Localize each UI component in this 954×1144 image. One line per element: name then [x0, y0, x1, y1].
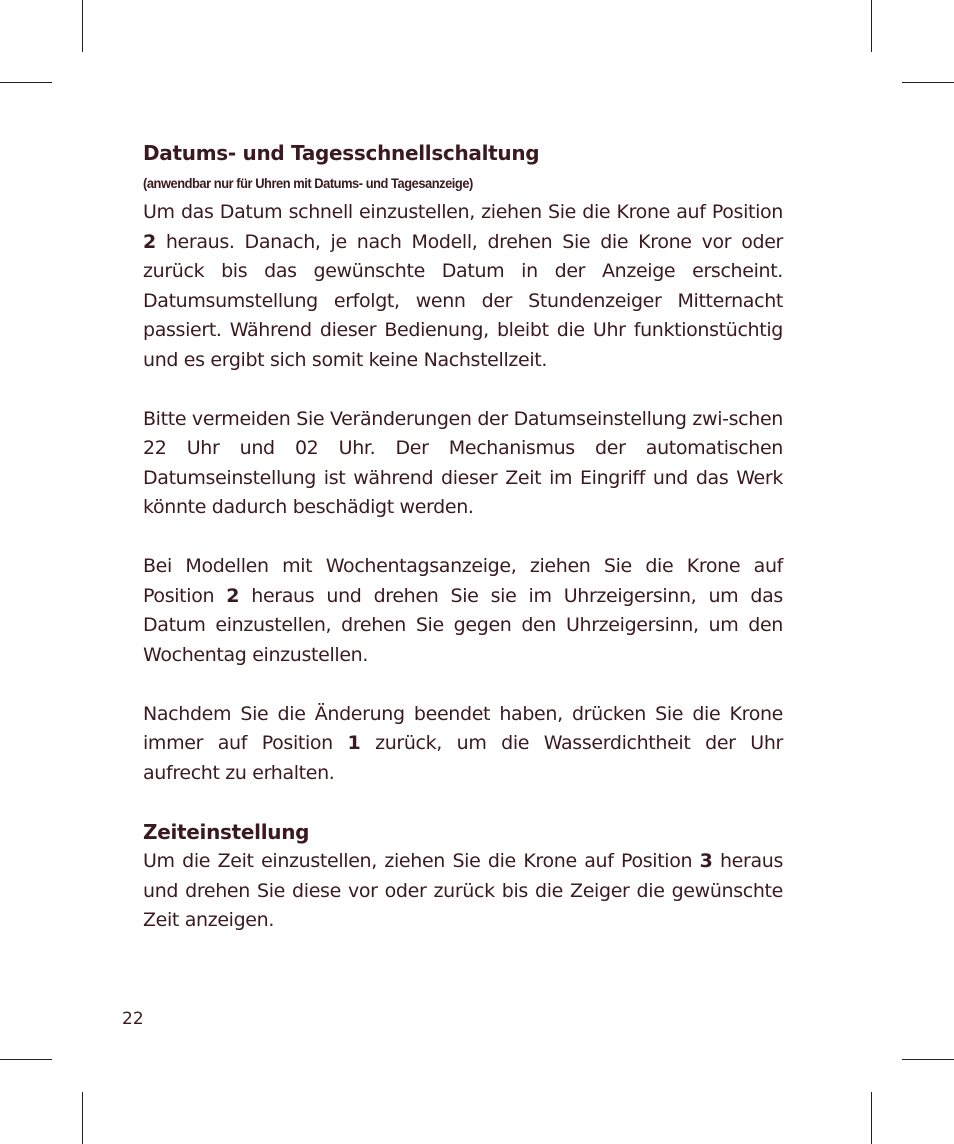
crop-mark-top-right-horizontal	[902, 82, 954, 83]
section-subheading-applicability: (anwendbar nur für Uhren mit Datums- und Tagesanzeige)	[143, 175, 473, 191]
crop-mark-top-left-vertical	[82, 0, 83, 52]
position-number: 3	[699, 850, 713, 872]
page-number: 22	[122, 1009, 144, 1029]
position-number: 2	[226, 584, 240, 607]
crop-mark-top-right-vertical	[871, 0, 872, 52]
paragraph-push-crown-back	[143, 700, 783, 789]
page-content	[143, 138, 783, 936]
crop-mark-bottom-right-horizontal	[902, 1059, 954, 1060]
crop-mark-top-left-horizontal	[0, 82, 52, 83]
paragraph-avoid-change-warning: Bitte vermeiden Sie Veränderungen der Datumseinstellung zwi-schen 22 Uhr und 02 Uhr. Der Mechanismus der automatischen Datumseinstellung ist während dieser Zeit im Eingriff und das Werk könnte dadurch beschädigt werden.	[143, 407, 783, 518]
text-run: Nachdem Sie die Änderung beendet haben, drücken Sie die Krone immer auf Position	[143, 702, 783, 754]
position-number: 2	[143, 230, 156, 253]
crop-mark-bottom-left-horizontal	[0, 1059, 52, 1060]
text-run: heraus. Danach, je nach Modell, drehen Sie die Krone vor oder zurück bis das gewünschte Datum in der Anzeige erscheint. Datumsumstellung erfolgt, wenn der Stundenzeiger Mitternacht passiert. Während dieser Bedienung, bleibt die Uhr funktionstüchtig und es ergibt sich somit keine Nachstellzeit.	[143, 230, 783, 371]
text-run: zurück, um die Wasserdichtheit der Uhr aufrecht zu erhalten.	[143, 732, 783, 784]
text-run: heraus und drehen Sie diese vor oder zurück bis die Zeiger die gewünschte Zeit anzeigen.	[143, 850, 784, 931]
text-run: heraus und drehen Sie sie im Uhrzeigersinn, um das Datum einzustellen, drehen Sie gegen den Uhrzeigersinn, um den Wochentag einzustellen.	[143, 584, 783, 666]
text-run: Um die Zeit einzustellen, ziehen Sie die Krone auf Position	[143, 850, 700, 872]
text-run: Bei Modellen mit Wochentagsanzeige, ziehen Sie die Krone auf Position	[143, 555, 783, 607]
text-run: Um das Datum schnell einzustellen, ziehen Sie die Krone auf Position	[143, 201, 783, 223]
position-number: 1	[347, 732, 361, 754]
section-heading-date-quickset: Datums- und Tagesschnellschaltung	[143, 141, 540, 165]
paragraph-date-quickset	[143, 198, 783, 375]
paragraph-time-setting	[143, 847, 783, 936]
section-heading-time-setting: Zeiteinstellung	[143, 819, 310, 844]
crop-mark-bottom-left-vertical	[82, 1092, 83, 1144]
paragraph-weekday-models	[143, 552, 783, 670]
crop-mark-bottom-right-vertical	[871, 1092, 872, 1144]
